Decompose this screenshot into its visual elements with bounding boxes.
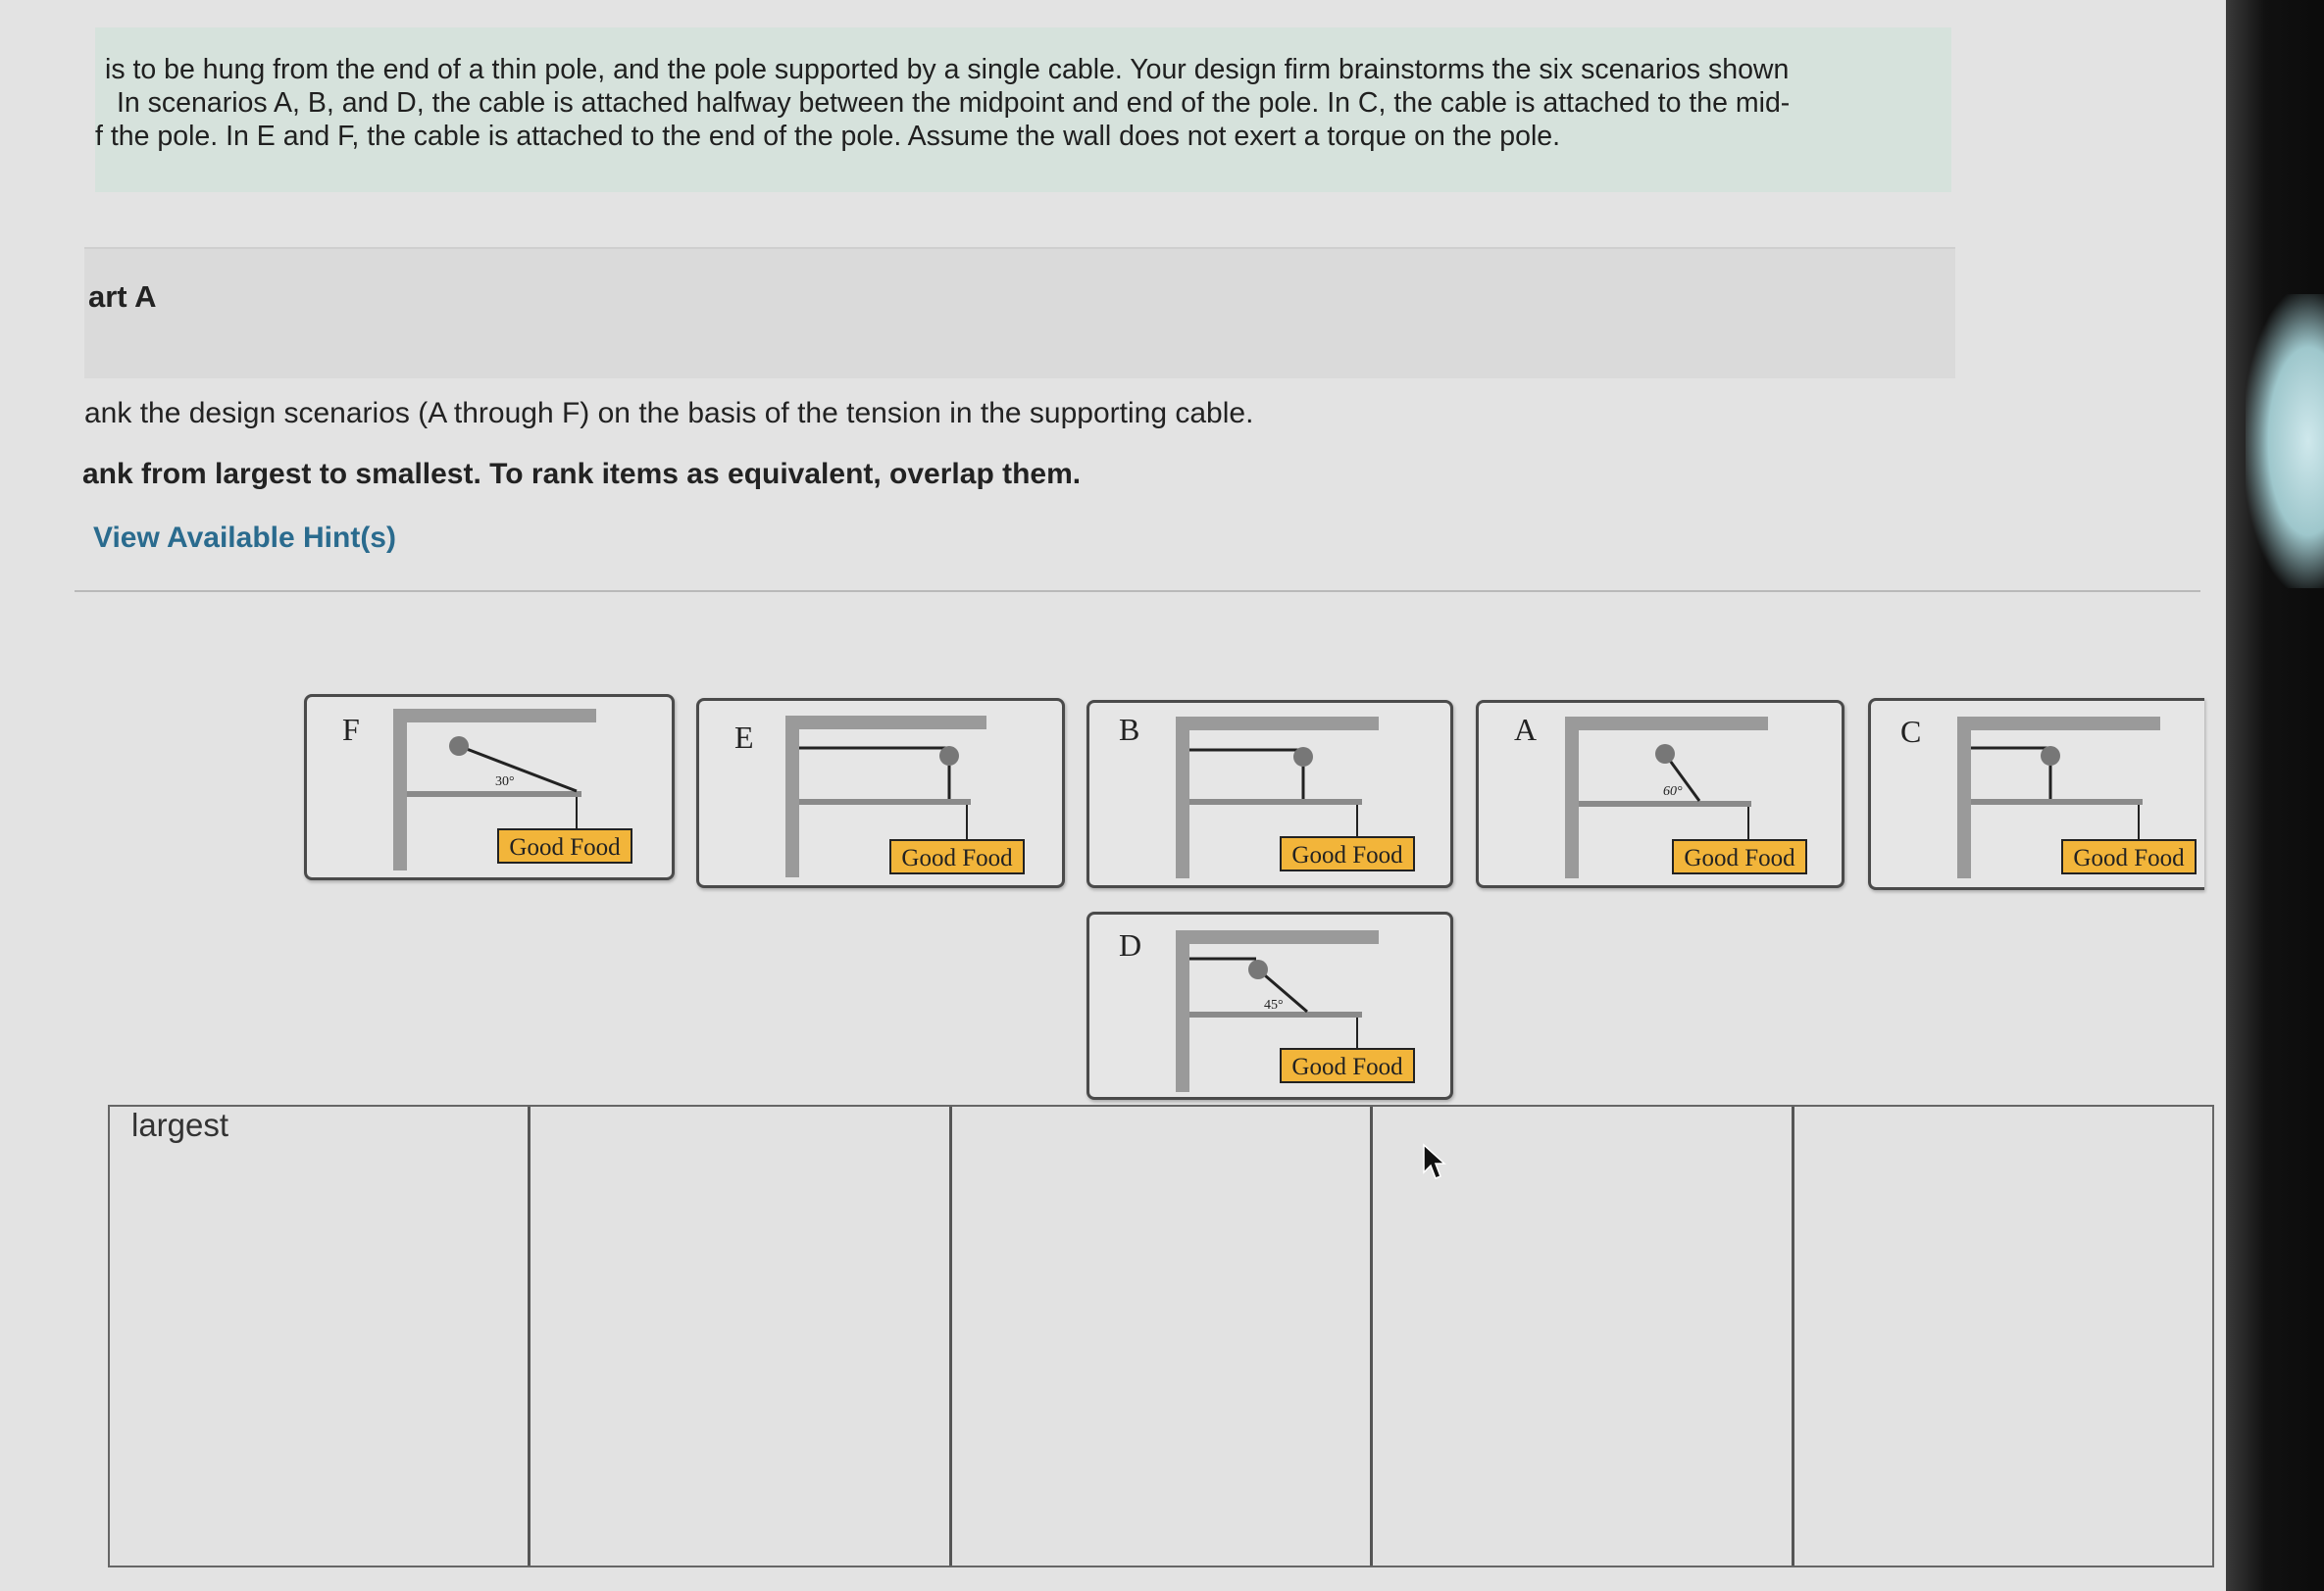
card-scenario-a[interactable]	[1476, 700, 1844, 888]
divider	[75, 590, 2200, 592]
view-hints-link[interactable]: View Available Hint(s)	[93, 522, 396, 554]
card-letter: D	[1119, 927, 1142, 963]
rank-slot-1[interactable]	[110, 1107, 530, 1566]
rank-slot-2[interactable]	[530, 1107, 951, 1566]
sign-label: Good Food	[2073, 845, 2185, 871]
card-scenario-f[interactable]	[304, 694, 675, 880]
sign-label: Good Food	[1291, 1054, 1403, 1080]
sign-label: Good Food	[1291, 842, 1403, 869]
card-letter: C	[1900, 714, 1922, 749]
card-scenario-e[interactable]	[696, 698, 1065, 888]
sign-label: Good Food	[509, 834, 621, 861]
question-text: ank the design scenarios (A through F) on the basis of the tension in the supporting cable.	[84, 397, 1254, 429]
scenario-c-diagram	[1871, 701, 2204, 887]
problem-intro	[95, 27, 1951, 192]
device-bezel	[2226, 0, 2324, 1591]
mouse-cursor-icon	[1422, 1143, 1447, 1182]
ranking-area	[108, 1105, 2214, 1567]
largest-label: largest	[131, 1107, 229, 1143]
ranking-instructions: ank from largest to smallest. To rank items as equivalent, overlap them.	[82, 458, 1082, 490]
intro-line-3: f the pole. In E and F, the cable is attached to the end of the pole. Assume the wall does not exert a torque on the pole.	[95, 121, 1561, 152]
scenario-d-diagram	[1089, 915, 1450, 1097]
angle-label: 60°	[1663, 784, 1683, 799]
part-header-band	[84, 247, 1955, 378]
card-scenario-c[interactable]	[1868, 698, 2204, 890]
rank-slot-3[interactable]	[952, 1107, 1373, 1566]
screen-glare	[2246, 294, 2324, 588]
card-letter: A	[1514, 712, 1538, 747]
card-letter: B	[1119, 712, 1140, 747]
scenario-f-diagram	[307, 697, 672, 877]
part-title: art A	[88, 279, 157, 314]
card-scenario-b[interactable]	[1086, 700, 1453, 888]
rank-slot-5[interactable]	[1794, 1107, 2212, 1566]
scenario-a-diagram	[1479, 703, 1842, 885]
sign-label: Good Food	[901, 845, 1013, 871]
scenario-e-diagram	[699, 701, 1062, 885]
sign-label: Good Food	[1684, 845, 1795, 871]
card-scenario-d[interactable]	[1086, 912, 1453, 1100]
angle-label: 45°	[1264, 998, 1284, 1013]
card-letter: E	[734, 720, 754, 755]
intro-line-1: is to be hung from the end of a thin pole, and the pole supported by a single cable. Your design firm brainstorms the six scenarios shown	[105, 54, 1790, 85]
scenario-b-diagram	[1089, 703, 1450, 885]
card-letter: F	[342, 712, 360, 747]
angle-label: 30°	[495, 774, 515, 789]
intro-line-2: In scenarios A, B, and D, the cable is attached halfway between the midpoint and end of the pole. In C, the cable is attached to the mid-	[117, 87, 1791, 119]
